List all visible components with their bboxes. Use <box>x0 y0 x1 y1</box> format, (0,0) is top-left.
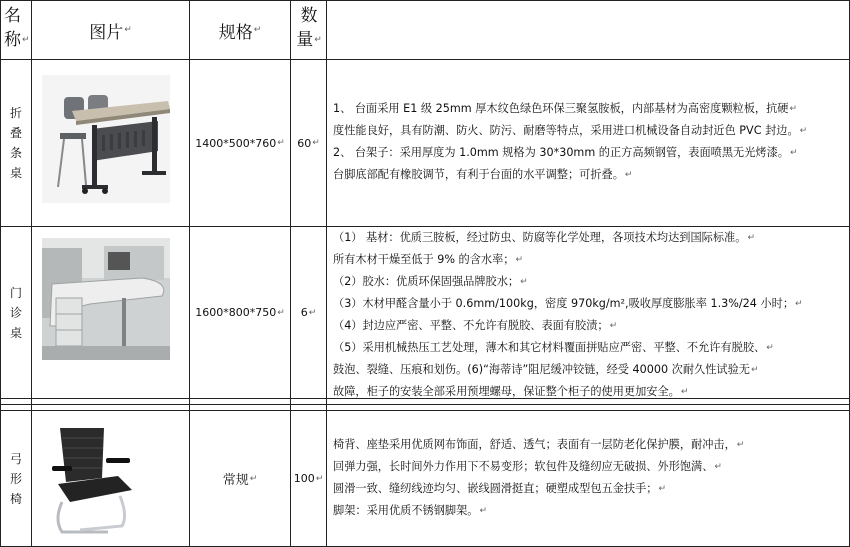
header-image: 图片 ↵ <box>89 22 132 43</box>
clinic-desk-photo <box>42 238 170 360</box>
row1-name: 折 叠 条 桌 <box>9 106 22 180</box>
table-rule <box>0 404 850 405</box>
table-rule <box>0 410 850 411</box>
row3-name: 弓 形 椅 <box>9 451 22 506</box>
row2-description: （1） 基材：优质三胺板，经过防虫、防腐等化学处理，各项技术均达到国际标准。↵ 所有木材干燥至低于 9% 的含水率；↵ （2）胶水：优质环保固强品牌胶水；↵ （3）木材甲醛含量小于 0.6mm/100kg，密度 970kg/m²,吸收厚度膨胀率 1.3%/24 小时；↵ （4）封边应严密、平整、不允许有脱胶、表面有胶渍；↵ （5）采用机械热压工艺处理，薄木和其它材料覆面拼贴应严密、平整、不允许有脱胶、↵ 鼓泡、裂缝、压痕和划伤。(6)“海蒂诗”阻尼缓冲铰链，经受 40000 次耐久性试验无↵ 故障，柜子的安装全部采用预埋螺母，保证整个柜子的使用更加安全。↵ <box>333 231 803 398</box>
row3-description: 椅背、座垫采用优质网布饰面，舒适、透气；表面有一层防老化保护膜，耐冲击，↵ 回弹力强，长时间外力作用下不易变形；软包件及缝纫应无破损、外形饱满、↵ 圆滑一致、缝纫线迹均匀、嵌线圆滑挺直；硬塑成型包五金扶手；↵ 脚架：采用优质不锈钢脚架。↵ <box>333 438 745 517</box>
row3-spec: 常规 ↵ <box>222 473 258 488</box>
row1-description: 1、 台面采用 E1 级 25mm 厚木纹色绿色环保三聚氢胺板，内部基材为高密度颗粒板，抗硬↵ 度性能良好，具有防潮、防火、防污、耐磨等特点，采用进口机械设备自动封近色 PVC 封边。↵ 2、 台架子：采用厚度为 1.0mm 规格为 30*30mm 的正方高频钢管，表面喷黑无光烤漆。↵ 台脚底部配有橡胶调节，有利于台面的水平调整；可折叠。↵ <box>333 102 808 181</box>
table-rule <box>31 0 32 547</box>
row1-qty: 60 ↵ <box>297 136 320 150</box>
table-rule <box>0 59 850 60</box>
bow-chair-photo <box>48 420 138 542</box>
header-qty: 数 量↵ <box>296 6 322 50</box>
row2-name: 门 诊 桌 <box>9 285 22 340</box>
header-name: 名 称↵ <box>4 6 30 50</box>
row1-spec: 1400*500*760 ↵ <box>195 136 285 150</box>
row2-qty: 6 ↵ <box>300 306 317 319</box>
header-spec: 规格 ↵ <box>218 22 262 43</box>
folding-table-photo <box>42 75 170 203</box>
table-rule <box>326 0 327 547</box>
row3-qty: 100 ↵ <box>293 472 324 485</box>
row2-spec: 1600*800*750 ↵ <box>195 306 285 319</box>
